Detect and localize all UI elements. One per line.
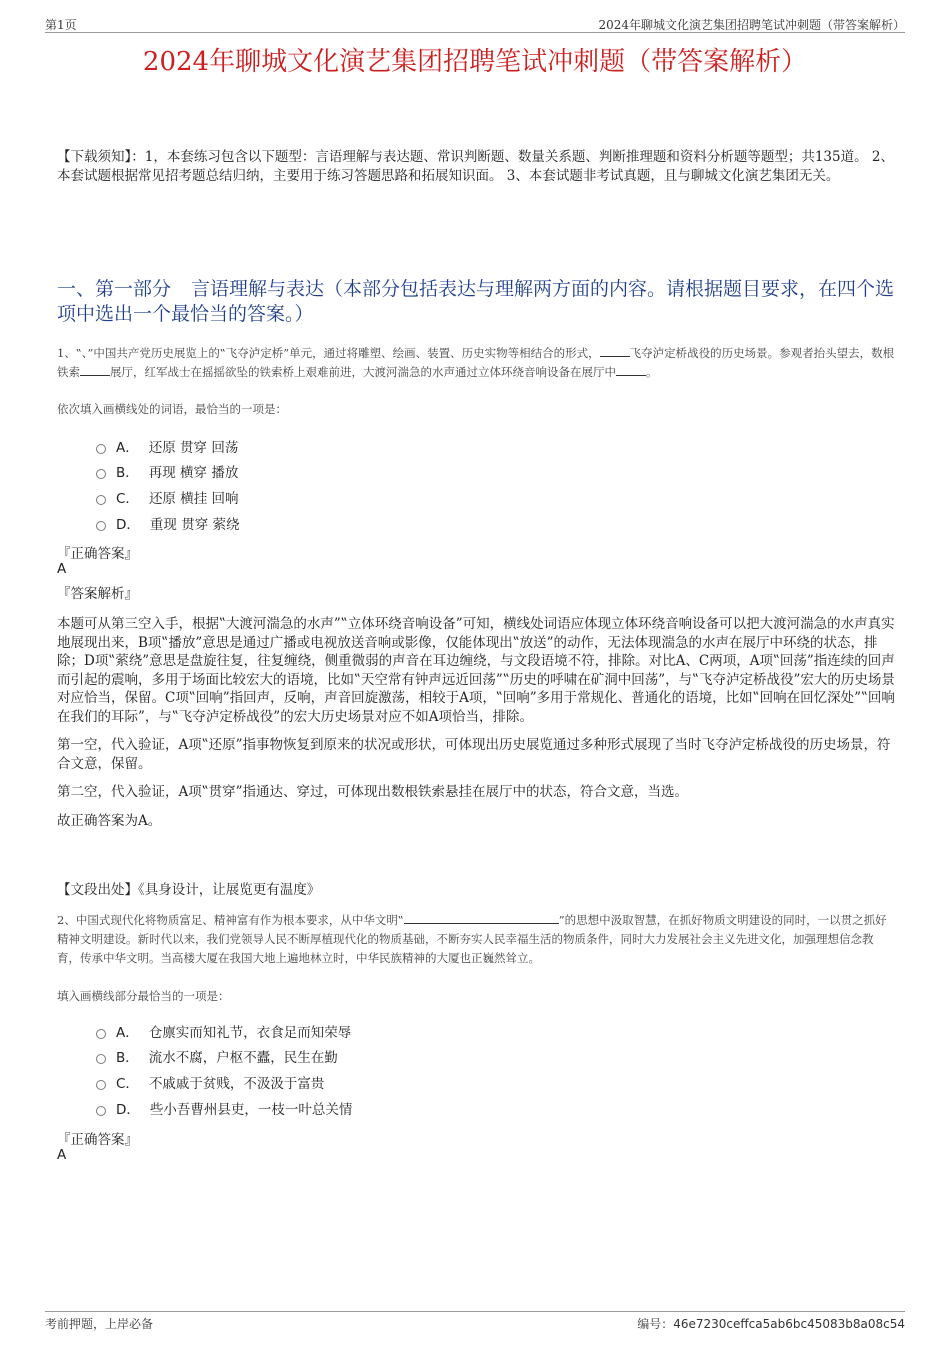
question-1-prompt: 依次填入画横线处的词语，最恰当的一项是： <box>57 402 287 416</box>
option-a[interactable]: A． 还原 贯穿 回荡 <box>96 433 240 459</box>
download-notice: 【下载须知】：1，本套练习包含以下题型：言语理解与表达题、常识判断题、数量关系题、判断推理题和资料分析题等题型；共135道。 2、本套试题根据常见招考题总结归纳，主要用于练习答题思路和拓展知识面。 3、本套试题非考试真题，且与聊城文化演艺集团无关。 <box>57 149 894 184</box>
radio-icon[interactable] <box>96 1106 106 1116</box>
analysis-label: 『答案解析』 <box>57 586 138 602</box>
question-1-analysis <box>57 615 895 840</box>
document-code: 编号：46e7230ceffca5ab6bc45083b8a08c54 <box>637 1317 905 1331</box>
section-heading <box>57 277 895 327</box>
blank-1 <box>600 345 630 357</box>
blank-2 <box>80 364 110 376</box>
page-header <box>45 14 905 33</box>
radio-icon[interactable] <box>96 469 106 479</box>
correct-answer-value: A <box>57 561 67 577</box>
option-b[interactable]: B． 再现 横穿 播放 <box>96 459 240 485</box>
radio-icon[interactable] <box>96 444 106 454</box>
question-2-prompt: 填入画横线部分最恰当的一项是： <box>57 989 230 1003</box>
analysis-paragraph: 第二空，代入验证，A项‟贯穿”指通达、穿过，可体现出数根铁索悬挂在展厅中的状态，符合文意，当选。 <box>57 784 689 800</box>
section-part: 一、第一部分 <box>57 278 172 300</box>
question-1-options <box>96 433 240 535</box>
correct-answer-value: A <box>57 1147 67 1163</box>
document-title: 2024年聊城文化演艺集团招聘笔试冲刺题（带答案解析） <box>142 47 808 77</box>
page-footer <box>45 1311 905 1332</box>
radio-icon[interactable] <box>96 1029 106 1039</box>
option-d[interactable]: D． 重现 贯穿 萦绕 <box>96 510 240 536</box>
passage-source: 【文段出处】《具身设计，让展览更有温度》 <box>57 882 321 898</box>
option-a[interactable]: A． 仓廪实而知礼节，衣食足而知荣辱 <box>96 1018 352 1044</box>
header-doc-title: 2024年聊城文化演艺集团招聘笔试冲刺题（带答案解析） <box>598 18 905 32</box>
analysis-paragraph: 本题可从第三空入手，根据‟大渡河湍急的水声”‟立体环绕音响设备”可知，横线处词语应体现立体环绕音响设备可以把大渡河湍急的水声真实地展现出来，B项‟播放”意思是通过广播或电视放送音响或影像，仅能体现出‟放送”的动作，无法体现湍急的水声在展厅中环绕的状态，排除；D项‟萦绕”意思是盘旋往复，往复缠绕，侧重微弱的声音在耳边缠绕，与文段语境不符，排除。对比A、C两项，A项‟回荡”指连续的回声而引起的震响，多用于场面比较宏大的语境，比如‟天空常有钟声远近回荡”‟历史的呼啸在矿洞中回荡”，与‟飞夺泸定桥战役”宏大的历史场景对应恰当，保留。C项‟回响”指回声，反响，声音回旋激荡，相较于A项，‟回响”多用于常规化、普通化的语境，比如‟回响在回忆深处”‟回响在我们的耳际”，与‟飞夺泸定桥战役”的宏大历史场景对应不如A项恰当，排除。 <box>57 616 895 725</box>
radio-icon[interactable] <box>96 495 106 505</box>
analysis-paragraph: 第一空，代入验证，A项‟还原”指事物恢复到原来的状况或形状，可体现出历史展览通过多种形式展现了当时飞夺泸定桥战役的历史场景，符合文意，保留。 <box>57 737 891 772</box>
blank-1 <box>404 912 559 924</box>
footer-slogan: 考前押题，上岸必备 <box>45 1317 154 1331</box>
section-title: 言语理解与表达（本部分包括表达与理解两方面的内容。请根据题目要求，在四个选项中选出一个最恰当的答案。） <box>57 278 895 325</box>
radio-icon[interactable] <box>96 1080 106 1090</box>
correct-answer-label: 『正确答案』 <box>57 546 138 562</box>
option-b[interactable]: B． 流水不腐，户枢不蠹，民生在勤 <box>96 1044 352 1070</box>
question-2-text: 2、中国式现代化将物质富足、精神富有作为根本要求，从中华文明‟ ”的思想中汲取智慧，在抓好物质文明建设的同时，一以贯之抓好精神文明建设。新时代以来，我们党领导人民不断厚植现代化的物质基础，不断夯实人民幸福生活的物质条件，同时大力发展社会主义先进文化，加强理想信念教育，传承中华文明。当高楼大厦在我国大地上遍地林立时，中华民族精神的大厦也正巍然耸立。 <box>57 913 887 965</box>
radio-icon[interactable] <box>96 521 106 531</box>
page-number: 第1页 <box>45 18 77 32</box>
correct-answer-label: 『正确答案』 <box>57 1132 138 1148</box>
radio-icon[interactable] <box>96 1054 106 1064</box>
option-c[interactable]: C． 不戚戚于贫贱，不汲汲于富贵 <box>96 1069 352 1095</box>
option-c[interactable]: C． 还原 横挂 回响 <box>96 484 240 510</box>
question-2-options <box>96 1018 352 1120</box>
question-1-text: 1、‟、”中国共产党历史展览上的‟飞夺泸定桥”单元，通过将雕塑、绘画、装置、历史实物等相结合的形式， 飞夺泸定桥战役的历史场景。参观者抬头望去，数根铁索 展厅，红军战士在摇摇欲坠的铁索桥上艰难前进，大渡河湍急的水声通过立体环绕音响设备在展厅中 。 <box>57 346 895 379</box>
option-d[interactable]: D． 些小吾曹州县吏，一枝一叶总关情 <box>96 1095 352 1121</box>
analysis-paragraph: 故正确答案为A。 <box>57 812 162 829</box>
blank-3 <box>616 364 646 376</box>
